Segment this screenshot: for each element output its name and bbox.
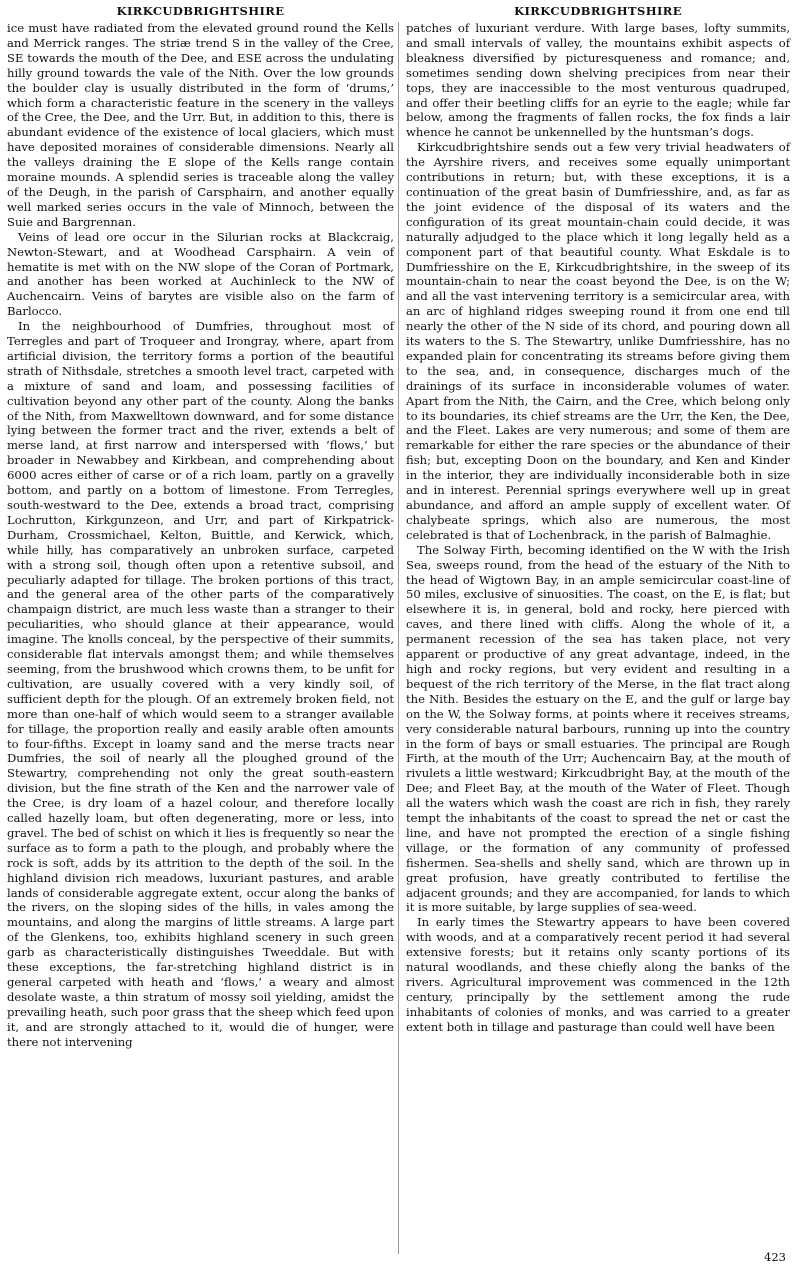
left-column (7, 0, 394, 1050)
page-number: 423 (764, 1250, 786, 1264)
left-paragraph-1: ice must have radiated from the elevated ground round the Kells and Merrick ranges. The striæ trend S in the valley of the Cree, SE towards the mouth of the Dee, and ESE across the undulating hilly ground towards the vale of the Nith. Over the low grounds the boulder clay is usually distributed in the form of ‘drums,’ which form a characteristic feature in the scenery in the valleys of the Cree, the Dee, and the Urr. But, in addition to this, there is abundant evidence of the existence of local glaciers, which must have deposited moraines of considerable dimensions. Nearly all the valleys draining the E slope of the Kells range contain moraine mounds. A splendid series is traceable along the valley of the Deugh, in the parish of Carsphairn, and another equally well marked series occurs in the vale of Minnoch, between the Suie and Bargrennan. (7, 21, 394, 229)
left-running-head: KIRKCUDBRIGHTSHIRE (116, 4, 285, 18)
right-paragraph-3: The Solway Firth, becoming identified on the W with the Irish Sea, sweeps round, from the head of the estuary of the Nith to the head of Wigtown Bay, in an ample semicircular coast-line of 50 miles, exclusive of sinuosities. The coast, on the E, is flat; but elsewhere it is, in general, bold and rocky, here pierced with caves, and there lined with cliffs. Along the whole of it, a permanent recession of the sea has taken place, not very apparent or productive of any great advantage, indeed, in the high and rocky regions, but very evident and resulting in a bequest of the rich territory of the Merse, in the flat tract along the Nith. Besides the estuary on the E, and the gulf or large bay on the W, the Solway forms, at points where it receives streams, very considerable natural barbours, running up into the country in the form of bays or small estuaries. The principal are Rough Firth, at the mouth of the Urr; Auchencairn Bay, at the mouth of rivulets a little westward; Kirkcudbright Bay, at the mouth of the Dee; and Fleet Bay, at the mouth of the Water of Fleet. Though all the waters which wash the coast are rich in fish, they rarely tempt the inhabitants of the coast to spread the net or cast the line, and have not prompted the erection of a single fishing village, or the formation of any community of professed fishermen. Sea-shells and shelly sand, which are thrown up in great profusion, have greatly contributed to fertilise the adjacent grounds; and they are accompanied, for lands to which it is more suitable, by large supplies of sea-weed. (406, 542, 790, 915)
column-divider (398, 22, 399, 1254)
right-paragraph-4: In early times the Stewartry appears to have been covered with woods, and at a comparatively recent period it had several extensive forests; but it retains only scanty portions of its natural woodlands, and these chiefly along the banks of the rivers. Agricultural improvement was commenced in the 12th century, principally by the settlement among the rude inhabitants of colonies of monks, and was carried to a greater extent both in tillage and pasturage than could well have been (406, 915, 790, 1034)
left-paragraph-2: Veins of lead ore occur in the Silurian rocks at Blackcraig, Newton-Stewart, and at Woodhead Carsphairn. A vein of hematite is met with on the NW slope of the Coran of Portmark, and another has been worked at Auchinleck to the NW of Auchencairn. Veins of barytes are visible also on the farm of Barlocco. (7, 229, 394, 319)
right-column (406, 0, 790, 1035)
right-paragraph-2: Kirkcudbrightshire sends out a few very trivial headwaters of the Ayrshire rivers, and receives some equally unimportant contributions in return; but, with these exceptions, it is a continuation of the great basin of Dumfriesshire, and, as far as the joint evidence of the disposal of its waters and the configuration of its great mountain-chain could decide, it was naturally adjudged to the place which it long legally held as a component part of that beautiful county. What Eskdale is to Dumfriesshire on the E, Kirkcudbrightshire, in the sweep of its mountain-chain to near the coast beyond the Dee, is on the W; and all the vast intervening territory is a semicircular area, with an arc of highland ridges sweeping round it from one end till nearly the other of the N side of its chord, and pouring down all its waters to the S. The Stewartry, unlike Dumfriesshire, has no expanded plain for concentrating its streams before giving them to the sea, and, in consequence, discharges much of the drainings of its surface in inconsiderable volumes of water. Apart from the Nith, the Cairn, and the Cree, which belong only to its boundaries, its chief streams are the Urr, the Ken, the Dee, and the Fleet. Lakes are very numerous; and some of them are remarkable for either the rare species or the abundance of their fish; but, excepting Doon on the boundary, and Ken and Kinder in the interior, they are individually inconsiderable both in size and in interest. Perennial springs everywhere well up in great abundance, and afford an ample supply of excellent water. Of chalybeate springs, which also are numerous, the most celebrated is that of Lochenbrack, in the parish of Balmaghie. (406, 140, 790, 542)
right-paragraph-1: patches of luxuriant verdure. With large bases, lofty summits, and small intervals of valley, the mountains exhibit aspects of bleakness diversified by picturesqueness and romance; and, sometimes sending down shelving precipices from near their tops, they are inaccessible to the most venturous quadruped, and offer their beetling cliffs for an eyrie to the eagle; while far below, among the fragments of fallen rocks, the fox finds a lair whence he cannot be unkennelled by the huntsman’s dogs. (406, 21, 790, 140)
right-running-head: KIRKCUDBRIGHTSHIRE (514, 4, 682, 18)
left-paragraph-3: In the neighbourhood of Dumfries, throughout most of Terregles and part of Troqueer and Irongray, where, apart from artificial division, the territory forms a portion of the beautiful strath of Nithsdale, stretches a smooth level tract, carpeted with a mixture of sand and loam, and possessing facilities of cultivation beyond any other part of the county. Along the banks of the Nith, from Maxwelltown downward, and for some distance lying between the former tract and the river, extends a belt of merse land, at first narrow and interspersed with ‘flows,’ but broader in Newabbey and Kirkbean, and comprehending about 6000 acres either of carse or of a rich loam, partly on a gravelly bottom, and partly on a bottom of limestone. From Terregles, south-westward to the Dee, extends a broad tract, comprising Lochrutton, Kirkgunzeon, and Urr, and part of Kirkpatrick-Durham, Crossmichael, Kelton, Buittle, and Kerwick, which, while hilly, has comparatively an unbroken surface, carpeted with a strong soil, though often upon a retentive subsoil, and peculiarly adapted for tillage. The broken portions of this tract, and the general area of the other parts of the comparatively champaign district, are much less waste than a stranger to their peculiarities, who should glance at their appearance, would imagine. The knolls conceal, by the perspective of their summits, considerable flat intervals amongst them; and while themselves seeming, from the brushwood which crowns them, to be unfit for cultivation, are usually covered with a very kindly soil, of sufficient depth for the plough. Of an extremely broken field, not more than one-half of which would seem to a stranger available for tillage, the proportion really and easily arable often amounts to four-fifths. Except in loamy sand and the merse tracts near Dumfries, the soil of nearly all the ploughed ground of the Stewartry, comprehending not only the great south-eastern division, but the fine strath of the Ken and the narrower vale of the Cree, is dry loam of a hazel colour, and therefore locally called hazelly loam, but often degenerating, more or less, into gravel. The bed of schist on which it lies is frequently so near the surface as to form a path to the plough, and probably where the rock is soft, adds by its attrition to the depth of the soil. In the highland division rich meadows, luxuriant pastures, and arable lands of considerable aggregate extent, occur along the banks of the rivers, on the sloping sides of the hills, in vales among the mountains, and along the margins of little streams. A large part of the Glenkens, too, exhibits highland scenery in such green garb as characteristically distinguishes Tweeddale. But with these exceptions, the far-stretching highland district is in general carpeted with heath and ‘flows,’ a weary and almost desolate waste, a thin stratum of mossy soil yielding, amidst the prevailing heath, such poor grass that the sheep which feed upon it, and are strongly attached to it, would die of hunger, were there not intervening (7, 319, 394, 1049)
